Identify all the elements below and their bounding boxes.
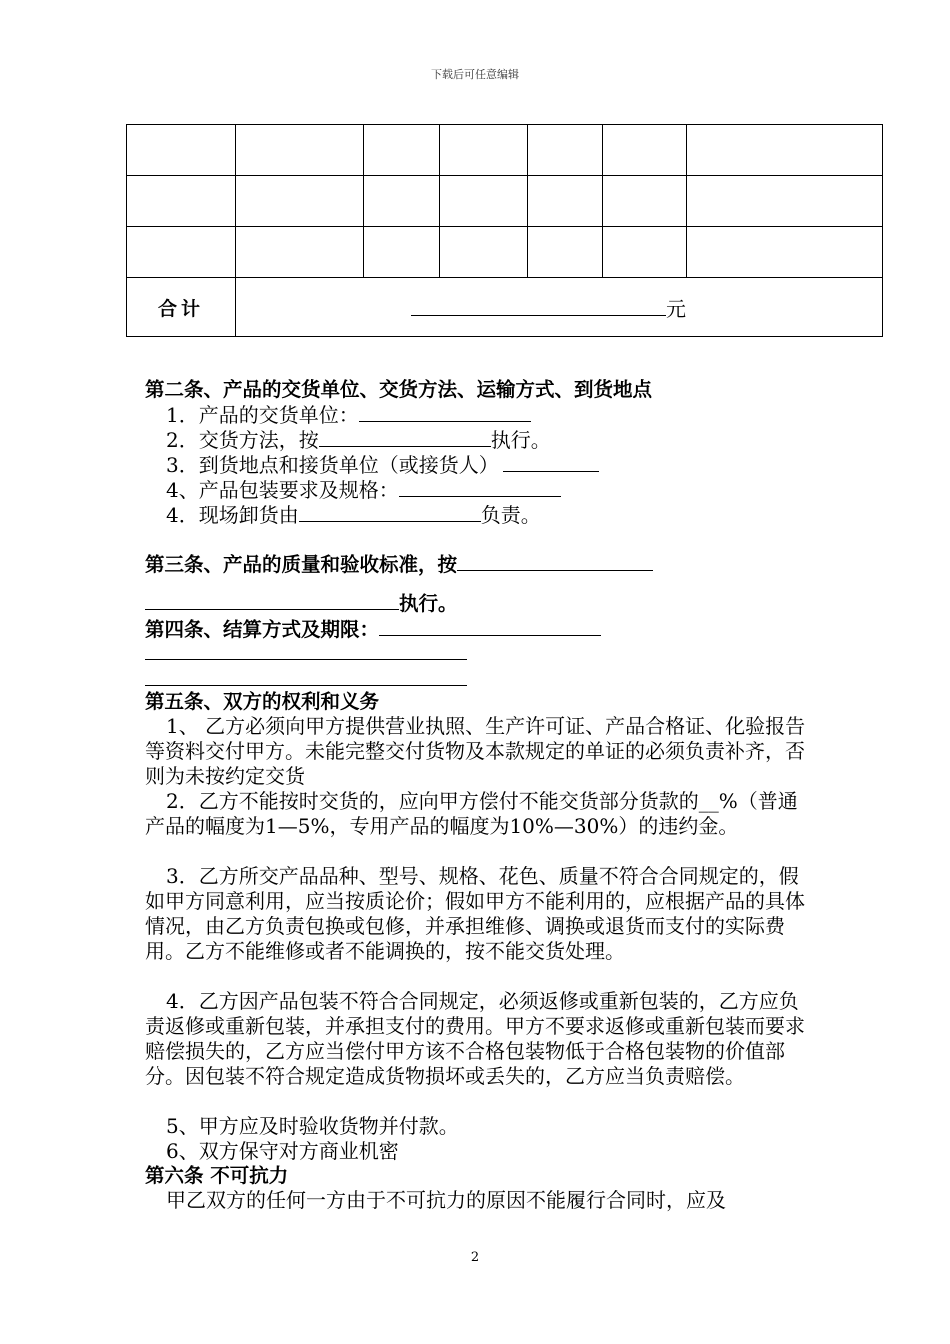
table-cell[interactable] xyxy=(687,125,883,176)
table-cell[interactable] xyxy=(236,176,364,227)
page-number: 2 xyxy=(470,1250,480,1265)
item5-suffix: 负责。 xyxy=(480,503,541,527)
table-cell[interactable] xyxy=(440,176,528,227)
table-cell[interactable] xyxy=(236,227,364,278)
item2-suffix: 执行。 xyxy=(490,428,551,452)
article6-heading: 第六条 不可抗力 xyxy=(145,1164,289,1187)
article3-suffix: 执行。 xyxy=(399,592,458,615)
table-cell[interactable] xyxy=(364,227,440,278)
table-cell[interactable] xyxy=(364,176,440,227)
article4-heading xyxy=(145,617,601,642)
article4-label: 第四条、结算方式及期限： xyxy=(145,618,380,641)
article3-continued xyxy=(145,591,458,616)
article2-item3 xyxy=(166,453,599,478)
table-cell[interactable] xyxy=(603,176,687,227)
table-cell[interactable] xyxy=(127,227,236,278)
article2-item5 xyxy=(166,503,541,528)
item2-prefix: 2．交货方法，按 xyxy=(166,428,319,452)
article2-item4 xyxy=(166,478,561,503)
article5-para-5: 5、甲方应及时验收货物并付款。 xyxy=(166,1114,459,1138)
article6-para-1: 甲乙双方的任何一方由于不可抗力的原因不能履行合同时，应及 xyxy=(166,1188,726,1212)
settlement-blank-line-1[interactable] xyxy=(145,659,467,660)
total-label: 合计 xyxy=(127,278,236,337)
total-row xyxy=(127,278,883,337)
item1-label: 1．产品的交货单位： xyxy=(166,403,359,427)
table-cell[interactable] xyxy=(603,125,687,176)
article5-para-1: 1、 乙方必须向甲方提供营业执照、生产许可证、产品合格证、化验报告等资料交付甲方。未能完整交付货物及本款规定的单证的必须负责补齐，否则为未按约定交货 xyxy=(145,714,806,788)
total-unit: 元 xyxy=(666,296,686,321)
total-amount-blank[interactable] xyxy=(411,297,666,316)
unloading-blank[interactable] xyxy=(299,503,481,522)
item5-prefix: 4．现场卸货由 xyxy=(166,503,299,527)
delivery-unit-blank[interactable] xyxy=(359,403,531,422)
table-cell[interactable] xyxy=(687,227,883,278)
table-cell[interactable] xyxy=(440,125,528,176)
table-row xyxy=(127,176,883,227)
article5-para-3: 3．乙方所交产品品种、型号、规格、花色、质量不符合合同规定的，假如甲方同意利用，应当按质论价；假如甲方不能利用的，应根据产品的具体情况，由乙方负责包换或包修，并承担维修、调换或退货而支付的实际费用。乙方不能维修或者不能调换的，按不能交货处理。 xyxy=(145,864,805,963)
product-table xyxy=(126,124,883,337)
item3-label: 3．到货地点和接货单位（或接货人） xyxy=(166,453,499,477)
quality-standard-blank-2[interactable] xyxy=(145,591,399,610)
article5-para-2: 2．乙方不能按时交货的，应向甲方偿付不能交货部分货款的__%（普通产品的幅度为1—5%，专用产品的幅度为10%—30%）的违约金。 xyxy=(145,789,798,838)
table-cell[interactable] xyxy=(603,227,687,278)
table-cell[interactable] xyxy=(236,125,364,176)
table-cell[interactable] xyxy=(528,125,603,176)
article2-item1 xyxy=(166,403,531,428)
settlement-blank[interactable] xyxy=(379,617,601,636)
table-cell[interactable] xyxy=(687,176,883,227)
table-cell[interactable] xyxy=(127,125,236,176)
total-amount-cell[interactable] xyxy=(236,278,883,337)
table-cell[interactable] xyxy=(440,227,528,278)
quality-standard-blank[interactable] xyxy=(457,552,653,571)
article3-heading xyxy=(145,552,653,577)
article2-heading: 第二条、产品的交货单位、交货方法、运输方式、到货地点 xyxy=(145,378,653,401)
article5-para-6: 6、双方保守对方商业机密 xyxy=(166,1139,399,1163)
article3-prefix: 第三条、产品的质量和验收标准，按 xyxy=(145,553,458,576)
header-note: 下载后可任意编辑 xyxy=(431,68,519,81)
item4-label: 4、产品包装要求及规格： xyxy=(166,478,399,502)
table-row xyxy=(127,125,883,176)
table-row xyxy=(127,227,883,278)
table-cell[interactable] xyxy=(364,125,440,176)
table-cell[interactable] xyxy=(528,227,603,278)
table-cell[interactable] xyxy=(528,176,603,227)
packaging-blank[interactable] xyxy=(399,478,561,497)
receiver-blank[interactable] xyxy=(503,453,599,472)
table-cell[interactable] xyxy=(127,176,236,227)
article5-heading: 第五条、双方的权利和义务 xyxy=(145,690,380,713)
delivery-method-blank[interactable] xyxy=(319,428,491,447)
article5-para-4: 4．乙方因产品包装不符合合同规定，必须返修或重新包装的，乙方应负责返修或重新包装，并承担支付的费用。甲方不要求返修或重新包装而要求赔偿损失的，乙方应当偿付甲方该不合格包装物低于合格包装物的价值部分。因包装不符合规定造成货物损坏或丢失的，乙方应当负责赔偿。 xyxy=(145,989,805,1088)
settlement-blank-line-2[interactable] xyxy=(145,685,467,686)
article2-item2 xyxy=(166,428,551,453)
